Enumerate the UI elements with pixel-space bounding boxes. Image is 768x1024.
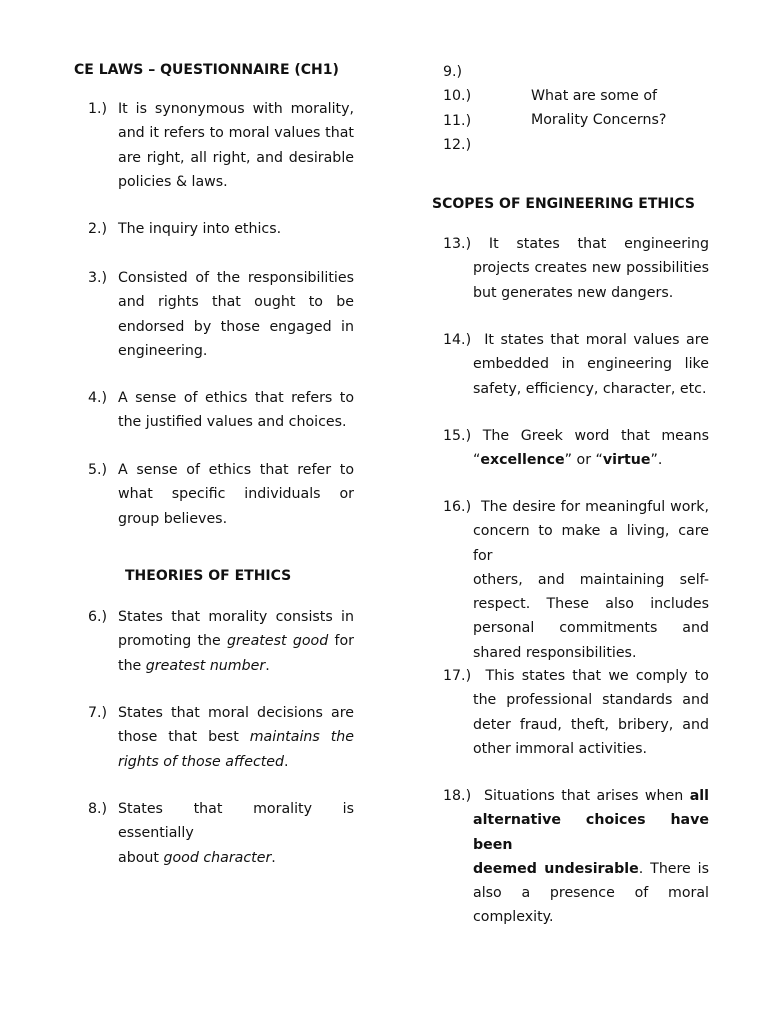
- text-line: [118, 654, 354, 678]
- text-line: States that morality consists in: [118, 609, 354, 625]
- numbered-list-9-12: [443, 60, 471, 157]
- question-15: [443, 424, 709, 474]
- text-line: [443, 424, 709, 448]
- text-line: endorsed by those engaged in: [118, 318, 354, 335]
- text-run: the: [118, 657, 146, 674]
- question-18: [443, 784, 709, 926]
- text-line: concern to make a living, care for: [473, 523, 709, 564]
- emphasis-text: rights of those affected: [118, 753, 285, 770]
- text-line: The inquiry into ethics.: [118, 221, 282, 237]
- text-line: [118, 629, 354, 653]
- text-line: [118, 750, 354, 774]
- question-text: [118, 605, 354, 678]
- page-title: CE LAWS – QUESTIONNAIRE (CH1): [74, 62, 339, 78]
- text-line: are right, all right, and desirable: [118, 149, 354, 166]
- emphasis-text: greatest number: [145, 657, 266, 674]
- text-run: . There is: [638, 860, 709, 877]
- question-text: [118, 701, 354, 774]
- text-run: This states that we comply to: [485, 668, 709, 684]
- question-1: [88, 97, 354, 195]
- text-line: [118, 846, 354, 870]
- text-line: also a presence of moral: [473, 885, 709, 902]
- question-text: [118, 458, 354, 531]
- list-number: 11.): [443, 112, 472, 129]
- emphasis-text: greatest good: [227, 633, 329, 650]
- bold-text: deemed undesirable: [473, 860, 639, 877]
- text-line: It is synonymous with morality,: [118, 101, 354, 117]
- text-line: respect. These also includes: [473, 596, 709, 613]
- bold-text: virtue: [602, 452, 651, 469]
- question-6: [88, 605, 354, 679]
- text-run: ” or “: [564, 452, 603, 469]
- text-line: States that morality is essentially: [118, 801, 354, 842]
- text-line: group believes.: [118, 510, 228, 527]
- text-line: policies & laws.: [118, 173, 228, 190]
- bold-text: alternative choices have been: [473, 812, 709, 853]
- question-4: [88, 386, 354, 436]
- bold-text: all: [689, 788, 709, 804]
- text-line: [443, 495, 709, 519]
- text-line: [443, 232, 709, 256]
- morality-concerns-question: [531, 84, 666, 133]
- text-run: Situations that arises when: [484, 788, 690, 804]
- text-line: safety, efficiency, character, etc.: [473, 380, 707, 397]
- text-line: [443, 328, 709, 352]
- text-line: Morality Concerns?: [531, 112, 667, 129]
- text-line: [443, 784, 709, 808]
- text-line: deter fraud, theft, bribery, and: [473, 716, 709, 733]
- text-line: [443, 664, 709, 688]
- question-text: [118, 386, 354, 435]
- text-line: but generates new dangers.: [473, 284, 674, 301]
- question-number: 2.): [88, 221, 108, 237]
- question-number: 18.): [443, 788, 472, 804]
- question-2: [88, 217, 354, 242]
- text-line: others, and maintaining self-: [473, 571, 709, 588]
- text-line: what specific individuals or: [118, 486, 354, 503]
- text-run: .: [271, 849, 276, 866]
- question-number: 15.): [443, 428, 472, 444]
- question-text: [443, 784, 709, 930]
- question-3: [88, 266, 354, 364]
- question-text: [443, 664, 709, 761]
- question-number: 1.): [88, 101, 108, 117]
- text-run: about: [118, 849, 164, 866]
- text-run: .: [265, 657, 270, 674]
- emphasis-text: maintains the: [249, 729, 355, 746]
- bold-text: excellence: [480, 452, 565, 469]
- question-5: [88, 458, 354, 532]
- emphasis-text: good character: [163, 849, 272, 866]
- text-line: [443, 857, 709, 881]
- question-text: [443, 232, 709, 305]
- text-run: The Greek word that means: [482, 428, 709, 444]
- section-heading-theories: THEORIES OF ETHICS: [125, 568, 292, 584]
- question-number: 13.): [443, 236, 472, 252]
- text-line: engineering.: [118, 342, 208, 359]
- text-run: It states that moral values are: [484, 332, 709, 348]
- text-run: The desire for meaningful work,: [481, 499, 709, 515]
- question-17: [443, 664, 709, 762]
- list-number: 12.): [443, 136, 472, 153]
- question-number: 5.): [88, 462, 108, 478]
- question-text: [118, 217, 354, 241]
- section-heading-scopes: SCOPES OF ENGINEERING ETHICS: [432, 196, 695, 212]
- text-line: projects creates new possibilities: [473, 260, 709, 277]
- question-13: [443, 232, 709, 306]
- question-14: [443, 328, 709, 402]
- text-run: ”.: [650, 452, 663, 469]
- text-run: those that best: [118, 729, 250, 746]
- text-line: States that moral decisions are: [118, 705, 354, 721]
- question-text: [118, 266, 354, 363]
- text-run: It states that engineering: [488, 236, 709, 252]
- text-line: [443, 448, 709, 472]
- text-run: .: [284, 753, 289, 770]
- text-line: personal commitments and: [473, 620, 709, 637]
- text-line: the professional standards and: [473, 692, 709, 709]
- text-line: embedded in engineering like: [473, 356, 709, 373]
- text-line: [118, 725, 354, 749]
- text-run: promoting the: [118, 633, 228, 650]
- question-number: 3.): [88, 270, 108, 286]
- text-line: [443, 808, 709, 857]
- text-line: A sense of ethics that refers to: [118, 390, 354, 406]
- question-number: 8.): [88, 801, 108, 817]
- text-line: other immoral activities.: [473, 740, 648, 757]
- question-number: 7.): [88, 705, 108, 721]
- question-text: [443, 424, 709, 473]
- question-text: [443, 495, 709, 665]
- list-number: 9.): [443, 64, 463, 80]
- question-number: 14.): [443, 332, 472, 348]
- text-line: and it refers to moral values that: [118, 125, 354, 142]
- list-number: 10.): [443, 88, 472, 105]
- question-number: 16.): [443, 499, 472, 515]
- text-line: complexity.: [473, 909, 554, 926]
- text-run: for: [328, 633, 354, 650]
- question-8: [88, 797, 354, 866]
- question-text: [118, 797, 354, 870]
- question-16: [443, 495, 709, 661]
- text-line: A sense of ethics that refer to: [118, 462, 354, 478]
- question-7: [88, 701, 354, 775]
- text-line: the justified values and choices.: [118, 414, 347, 431]
- question-text: [443, 328, 709, 401]
- question-text: [118, 97, 354, 194]
- text-run: “: [473, 452, 481, 469]
- text-line: and rights that ought to be: [118, 294, 354, 311]
- text-line: Consisted of the responsibilities: [118, 270, 354, 286]
- text-line: shared responsibilities.: [473, 644, 637, 661]
- question-number: 17.): [443, 668, 472, 684]
- question-number: 6.): [88, 609, 108, 625]
- question-number: 4.): [88, 390, 108, 406]
- text-line: What are some of: [531, 88, 658, 104]
